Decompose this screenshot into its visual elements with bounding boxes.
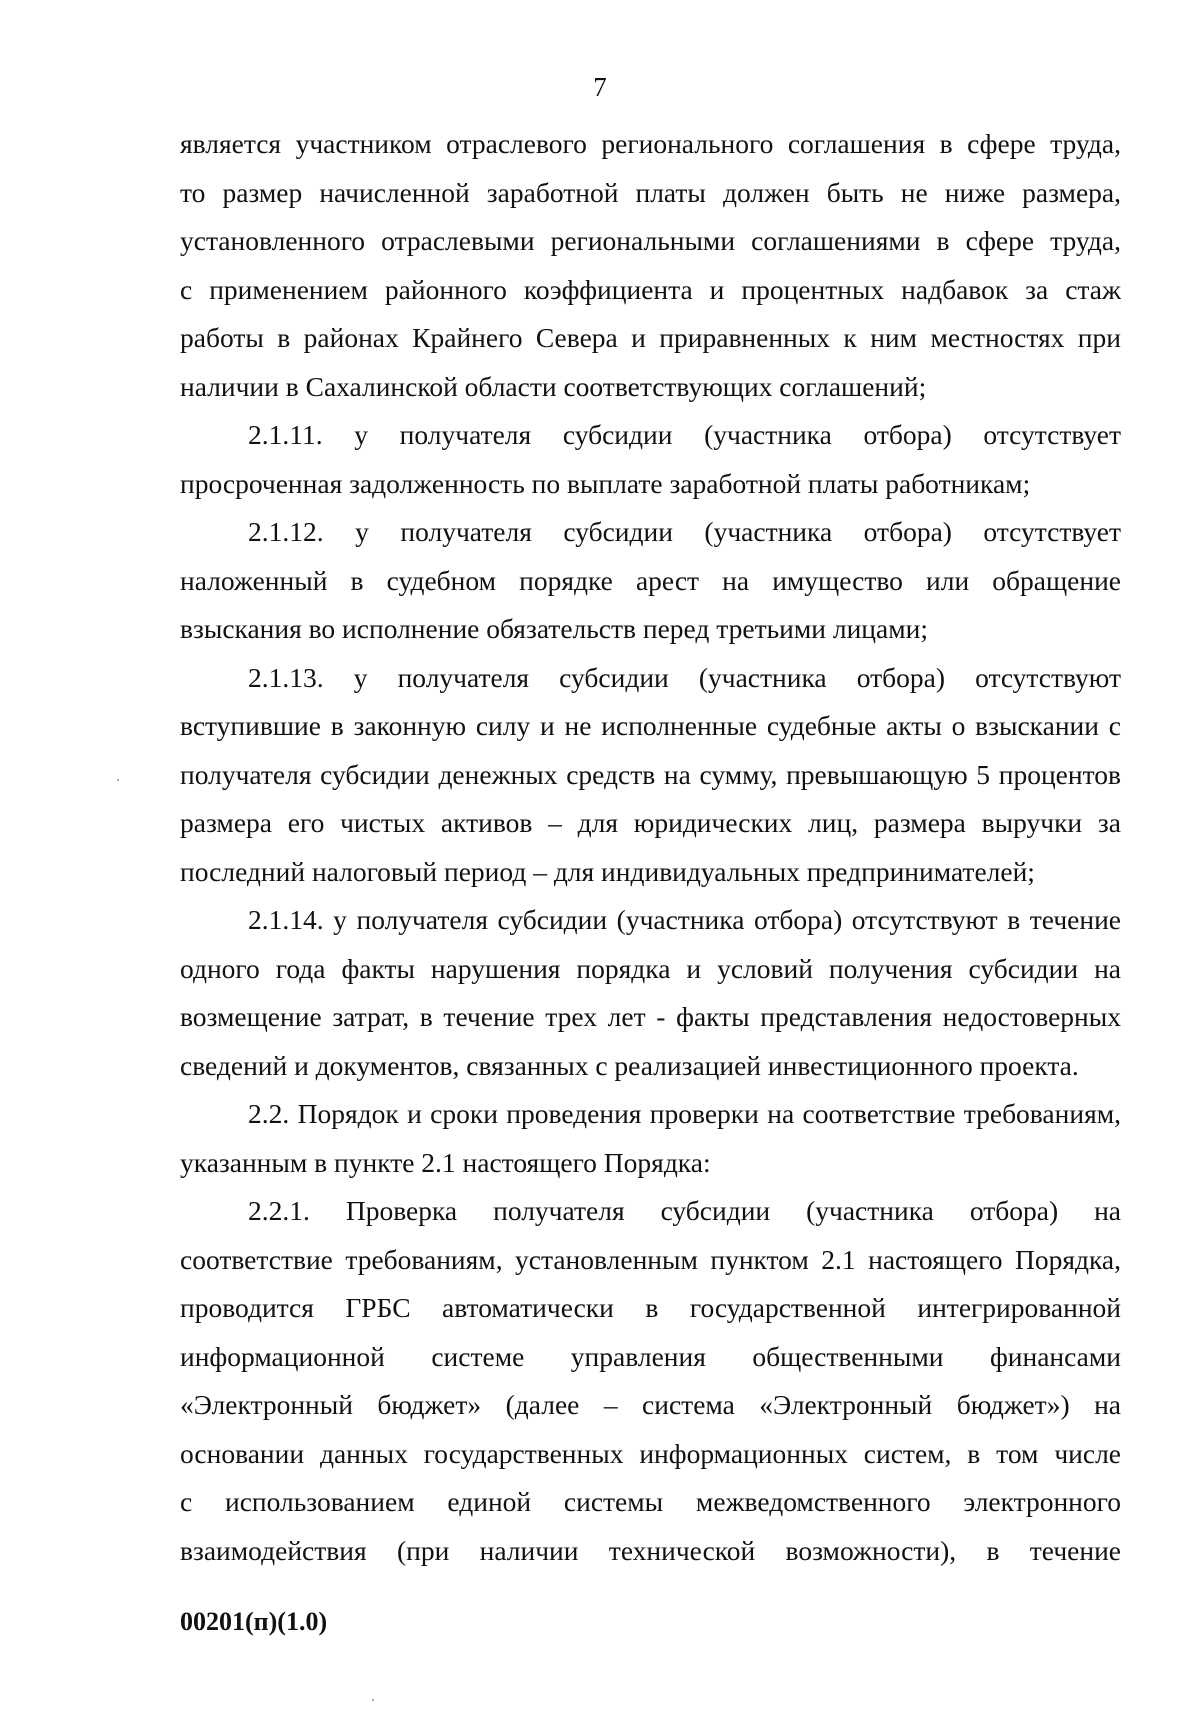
text-line: сведений и документов, связанных с реализацией инвестиционного проекта. <box>180 1049 1079 1081</box>
text-line: размера его чистых активов – для юридических лиц, размера выручки за <box>180 807 1121 838</box>
paragraph-2-1-14 <box>180 896 1121 1090</box>
text-line: «Электронный бюджет» (далее – система «Электронный бюджет») на <box>180 1389 1121 1420</box>
text-line: указанным в пункте 2.1 настоящего Порядка: <box>180 1146 711 1178</box>
text-line: с применением районного коэффициента и процентных надбавок за стаж <box>180 273 1121 305</box>
text-line: одного года факты нарушения порядка и условий получения субсидии на <box>180 952 1121 984</box>
text-line: соответствие требованиям, установленным пунктом 2.1 настоящего Порядка, <box>180 1243 1121 1275</box>
text-line: 2.1.11. у получателя субсидии (участника отбора) отсутствует <box>248 419 1121 450</box>
text-line: установленного отраслевыми региональными соглашениями в сфере труда, <box>180 225 1121 256</box>
text-line: 2.2.1. Проверка получателя субсидии (участника отбора) на <box>248 1195 1121 1226</box>
text-line: является участником отраслевого регионального соглашения в сфере труда, <box>180 128 1121 159</box>
paragraph-2-2-1 <box>180 1187 1121 1575</box>
text-line: наличии в Сахалинской области соответствующих соглашений; <box>180 370 927 402</box>
text-line: работы в районах Крайнего Севера и приравненных к ним местностях при <box>180 322 1121 353</box>
text-line: проводится ГРБС автоматически в государственной интегрированной <box>180 1292 1121 1323</box>
text-line: наложенный в судебном порядке арест на имущество или обращение <box>180 564 1121 596</box>
text-line: взаимодействия (при наличии технической возможности), в течение <box>180 1534 1121 1566</box>
paragraph-continuation <box>180 120 1121 411</box>
document-body <box>180 120 1121 1575</box>
text-line: 2.1.12. у получателя субсидии (участника отбора) отсутствует <box>248 516 1121 547</box>
text-line: то размер начисленной заработной платы должен быть не ниже размера, <box>180 176 1121 208</box>
text-line: 2.1.13. у получателя субсидии (участника отбора) отсутствуют <box>248 661 1121 693</box>
text-line: с использованием единой системы межведомственного электронного <box>180 1486 1121 1517</box>
paragraph-2-1-13 <box>180 654 1121 897</box>
paragraph-2-1-12 <box>180 508 1121 654</box>
text-line: 2.2. Порядок и сроки проведения проверки на соответствие требованиям, <box>248 1098 1121 1129</box>
paragraph-2-2 <box>180 1090 1121 1187</box>
text-line: информационной системе управления общественными финансами <box>180 1340 1121 1372</box>
paragraph-2-1-11 <box>180 411 1121 508</box>
text-line: вступившие в законную силу и не исполненные судебные акты о взыскании с <box>180 710 1121 741</box>
text-line: просроченная задолженность по выплате заработной платы работникам; <box>180 467 1031 499</box>
scan-artifact: · <box>115 770 121 790</box>
text-line: последний налоговый период – для индивидуальных предпринимателей; <box>180 855 1035 887</box>
page-number: 7 <box>593 72 607 102</box>
text-line: получателя субсидии денежных средств на сумму, превышающую 5 процентов <box>180 758 1121 790</box>
text-line: основании данных государственных информационных систем, в том числе <box>180 1437 1121 1469</box>
text-line: возмещение затрат, в течение трех лет - факты представления недостоверных <box>180 1001 1121 1032</box>
scan-artifact: · <box>370 1690 376 1710</box>
text-line: 2.1.14. у получателя субсидии (участника отбора) отсутствуют в течение <box>248 904 1121 935</box>
document-code: 00201(п)(1.0) <box>180 1607 328 1636</box>
text-line: взыскания во исполнение обязательств перед третьими лицами; <box>180 613 928 644</box>
